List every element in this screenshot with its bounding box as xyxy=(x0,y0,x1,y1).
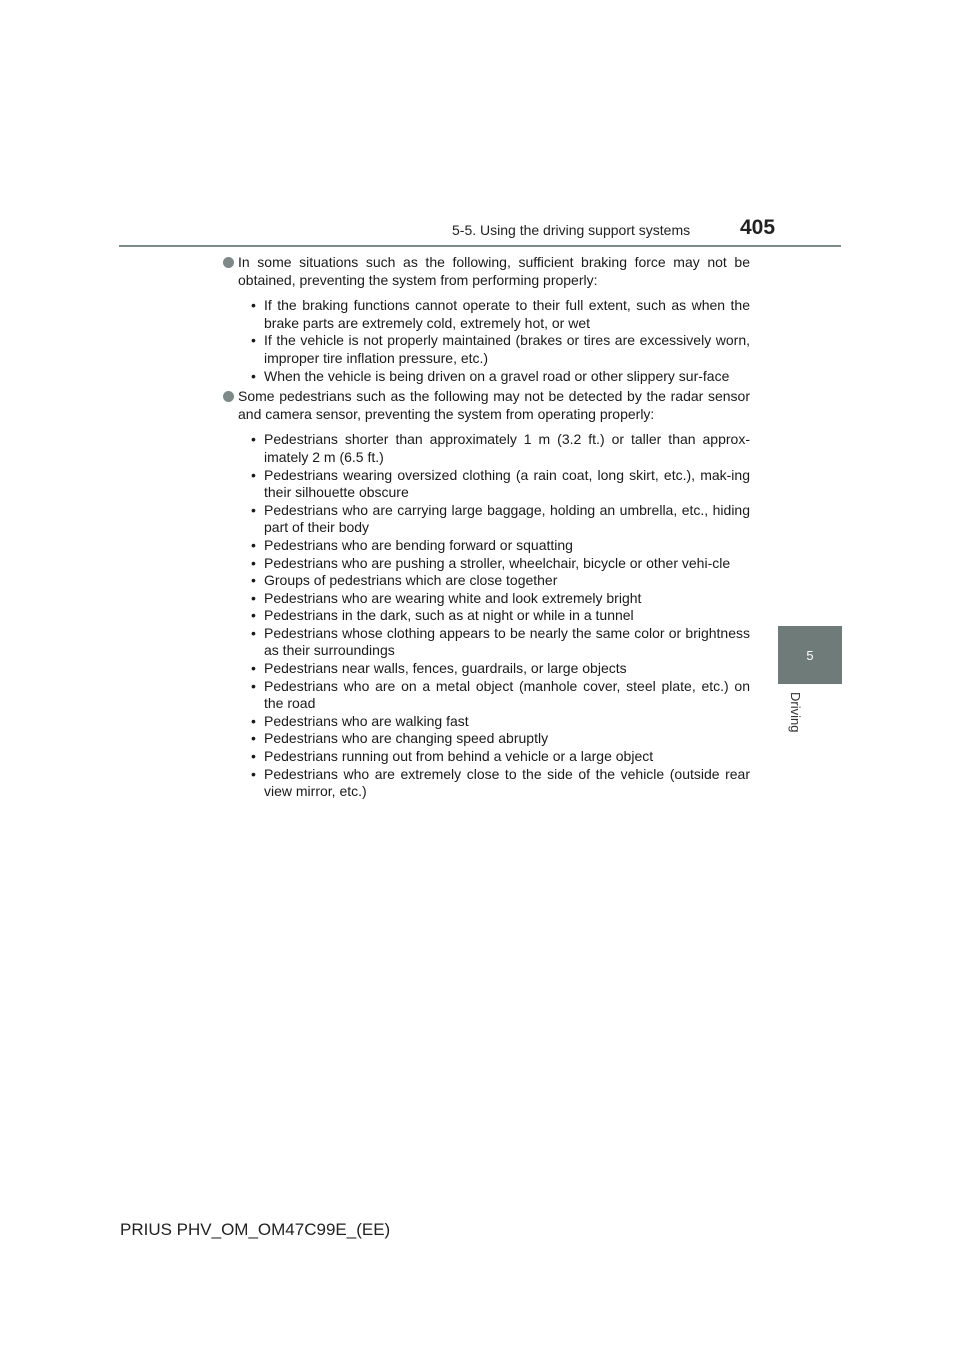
list-item-text: Pedestrians wearing oversized clothing (a rain coat, long skirt, etc.), mak-ing their silhouette obscure xyxy=(264,466,750,501)
list-item-text: Pedestrians shorter than approximately 1 m (3.2 ft.) or taller than approx-imately 2 m (6.5 ft.) xyxy=(264,431,750,465)
list-item-text: Pedestrians near walls, fences, guardrails, or large objects xyxy=(264,660,627,677)
sub-bullet-icon: • xyxy=(251,712,256,729)
list-item xyxy=(238,678,750,713)
sub-bullet-icon: • xyxy=(251,332,256,349)
list-item-text: Pedestrians who are on a metal object (manhole cover, steel plate, etc.) on the road xyxy=(264,677,750,712)
sub-bullet-icon: • xyxy=(251,466,256,483)
list-item xyxy=(238,713,750,731)
list-item xyxy=(238,572,750,590)
bullet-dot-icon xyxy=(223,257,234,268)
bullet-dot-icon xyxy=(223,391,234,402)
list-item xyxy=(238,502,750,537)
list-item-text: Pedestrians running out from behind a vehicle or a large object xyxy=(264,748,654,765)
list-item-text: Pedestrians in the dark, such as at night or while in a tunnel xyxy=(264,607,634,624)
sub-bullet-icon: • xyxy=(251,589,256,606)
list-item xyxy=(238,537,750,555)
sub-bullet-icon: • xyxy=(251,501,256,518)
list-item xyxy=(238,660,750,678)
sub-bullet-icon: • xyxy=(251,677,256,694)
chapter-label: Driving xyxy=(788,692,803,733)
list-item xyxy=(238,607,750,625)
list-item-text: Pedestrians whose clothing appears to be nearly the same color or brightness as their surroundings xyxy=(264,624,750,659)
list-item-text: Pedestrians who are bending forward or squatting xyxy=(264,536,573,553)
header-divider xyxy=(119,245,841,247)
sub-bullet-icon: • xyxy=(251,297,256,314)
list-item-text: Pedestrians who are pushing a stroller, wheelchair, bicycle or other vehi-cle xyxy=(264,554,731,571)
bullet-lead: Some pedestrians such as the following may not be detected by the radar sensor and camera sensor, preventing the system from operating properly: xyxy=(238,388,750,422)
bullet-block xyxy=(222,254,750,385)
list-item-text: If the vehicle is not properly maintained (brakes or tires are excessively worn, improper tire inflation pressure, etc.) xyxy=(264,332,750,366)
list-item xyxy=(238,368,750,386)
sub-bullet-icon: • xyxy=(251,367,256,384)
sub-bullet-icon: • xyxy=(251,765,256,782)
list-item-text: Pedestrians who are walking fast xyxy=(264,712,469,729)
list-item xyxy=(238,332,750,367)
list-item xyxy=(238,730,750,748)
sub-bullet-icon: • xyxy=(251,572,256,589)
sub-bullet-icon: • xyxy=(251,431,256,448)
list-item xyxy=(238,766,750,801)
sub-list xyxy=(238,431,750,800)
list-item xyxy=(238,555,750,573)
list-item xyxy=(238,431,750,466)
list-item xyxy=(238,467,750,502)
list-item-text: Pedestrians who are wearing white and look extremely bright xyxy=(264,589,642,606)
list-item-text: Pedestrians who are carrying large baggage, holding an umbrella, etc., hiding part of their body xyxy=(264,501,750,536)
sub-bullet-icon: • xyxy=(251,660,256,677)
page-content xyxy=(222,254,750,804)
list-item-text: Groups of pedestrians which are close together xyxy=(264,572,558,589)
sub-bullet-icon: • xyxy=(251,554,256,571)
list-item-text: Pedestrians who are changing speed abruptly xyxy=(264,730,549,747)
section-title: 5-5. Using the driving support systems xyxy=(452,222,691,238)
list-item xyxy=(238,748,750,766)
sub-list xyxy=(238,297,750,385)
sub-bullet-icon: • xyxy=(251,748,256,765)
list-item xyxy=(238,297,750,332)
bullet-lead: In some situations such as the following, sufficient braking force may not be obtained, preventing the system from performing properly: xyxy=(238,254,750,288)
sub-bullet-icon: • xyxy=(251,624,256,641)
document-code: PRIUS PHV_OM_OM47C99E_(EE) xyxy=(120,1220,391,1239)
list-item-text: Pedestrians who are extremely close to the side of the vehicle (outside rear view mirror, etc.) xyxy=(264,765,750,800)
sub-bullet-icon: • xyxy=(251,536,256,553)
sub-bullet-icon: • xyxy=(251,730,256,747)
chapter-number: 5 xyxy=(806,647,814,663)
chapter-tab xyxy=(778,626,842,684)
list-item xyxy=(238,625,750,660)
page-number: 405 xyxy=(740,216,776,239)
list-item-text: If the braking functions cannot operate to their full extent, such as when the brake parts are extremely cold, extremely hot, or wet xyxy=(264,297,750,331)
bullet-block xyxy=(222,388,750,801)
list-item-text: When the vehicle is being driven on a gravel road or other slippery sur-face xyxy=(264,367,730,384)
sub-bullet-icon: • xyxy=(251,607,256,624)
list-item xyxy=(238,590,750,608)
